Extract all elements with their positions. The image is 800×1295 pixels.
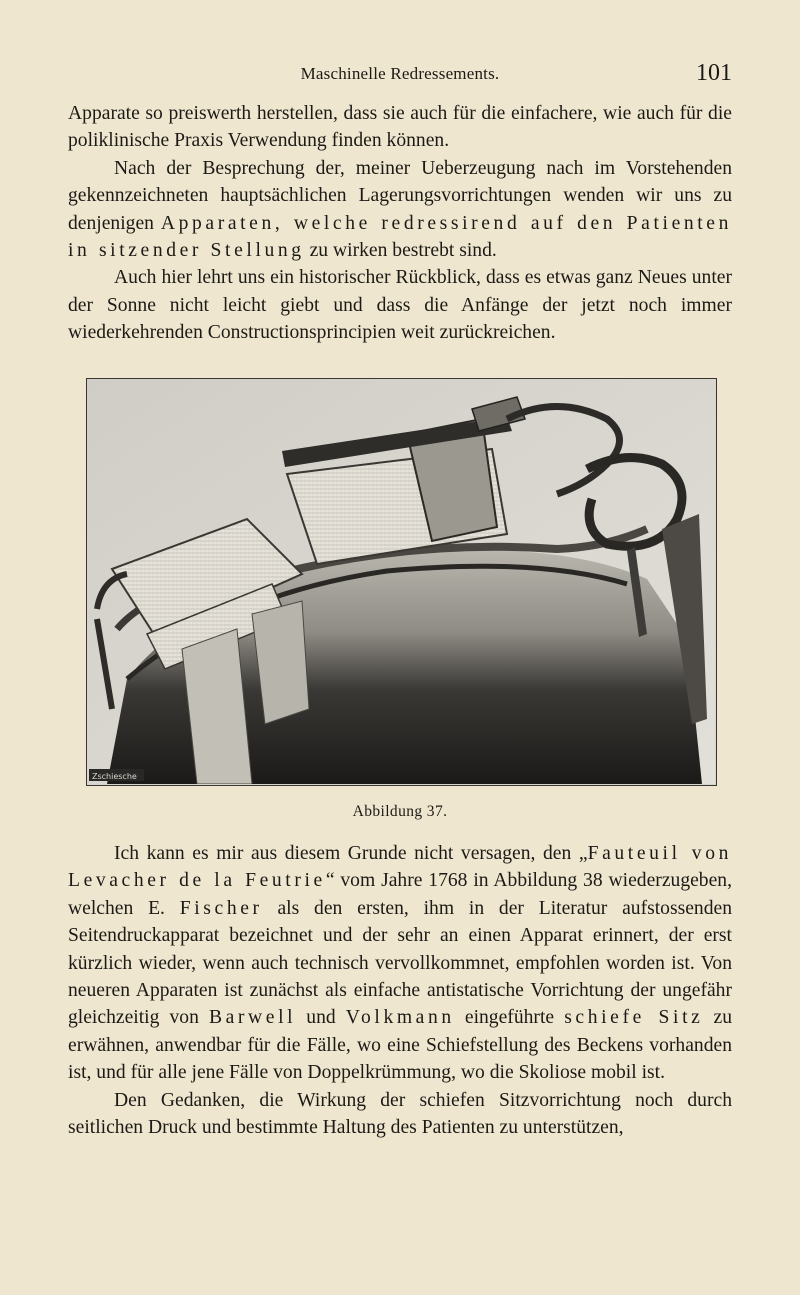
running-title: Maschinelle Redressements.: [300, 64, 500, 83]
page-number: 101: [696, 60, 732, 86]
spaced-emphasis: Apparaten, welche redressirend auf den Patienten in sitzender Stellung: [68, 212, 732, 262]
paragraph: Apparate so preiswerth herstellen, dass sie auch für die einfachere, wie auch für die poliklinische Praxis Verwendung finden können.: [68, 103, 732, 152]
text-block-bottom: [68, 840, 732, 1141]
figure-corner-mark: Zschiesche: [92, 772, 137, 781]
text-run: “ vom Jahre 1768 in Abbildung 38 wiederzugeben, welchen E.: [68, 870, 732, 919]
text-block-top: [68, 100, 732, 347]
spaced-emphasis: Fauteuil von Levacher de la Feutrie: [68, 843, 732, 892]
paragraph: Den Gedanken, die Wirkung der schiefen Sitzvorrichtung noch durch seitlichen Druck und bestimmte Haltung des Patienten zu unterstützen,: [68, 1089, 732, 1139]
paragraph: Auch hier lehrt uns ein historischer Rückblick, dass es etwas ganz Neues unter der Sonne nicht leicht giebt und dass die Anfänge der jetzt noch immer wiederkehrenden Constructionsprincipien weit zurückreichen.: [68, 267, 732, 344]
spaced-emphasis: schiefe Sitz: [564, 1007, 704, 1029]
text-run: Ich kann es mir aus diesem Grunde nicht versagen, den „: [114, 843, 588, 864]
text-run: und: [306, 1007, 336, 1029]
spaced-emphasis: Volkmann: [345, 1007, 455, 1029]
figure-photo: [86, 378, 717, 786]
figure-caption: Abbildung 37.: [352, 803, 448, 820]
paragraph: [68, 840, 732, 1087]
brace-illustration: [87, 379, 715, 784]
spaced-emphasis: Fischer: [179, 897, 263, 919]
text-run: zu wirken bestrebt sind.: [309, 240, 497, 262]
text-run: eingeführte: [464, 1007, 555, 1029]
text-run: Nach der Besprechung der, meiner Ueberzeugung nach im Vorstehenden gekennzeichneten hauptsächlichen Lagerungsvorrichtungen wenden wir uns zu denjenigen: [68, 157, 732, 234]
text-run: als den ersten, ihm in der Literatur aufstossenden Seitendruckapparat bezeichnet und der sehr an einen Apparat erinnert, der erst kürzlich wieder, wenn auch technisch vervollkommnet, empfohlen worden ist. Von neueren Apparaten ist zunächst als einfache antistatische Vorrichtung der ungefähr gleichzeitig von: [68, 897, 733, 1029]
text-run: zu erwähnen, anwendbar für die Fälle, wo eine Schiefstellung des Beckens vorhanden ist, und für alle jene Fälle von Doppelkrümmung, wo die Skoliose mobil ist.: [68, 1007, 733, 1084]
running-head: [68, 60, 732, 90]
paragraph: [68, 155, 732, 265]
spaced-emphasis: Barwell: [208, 1007, 297, 1029]
